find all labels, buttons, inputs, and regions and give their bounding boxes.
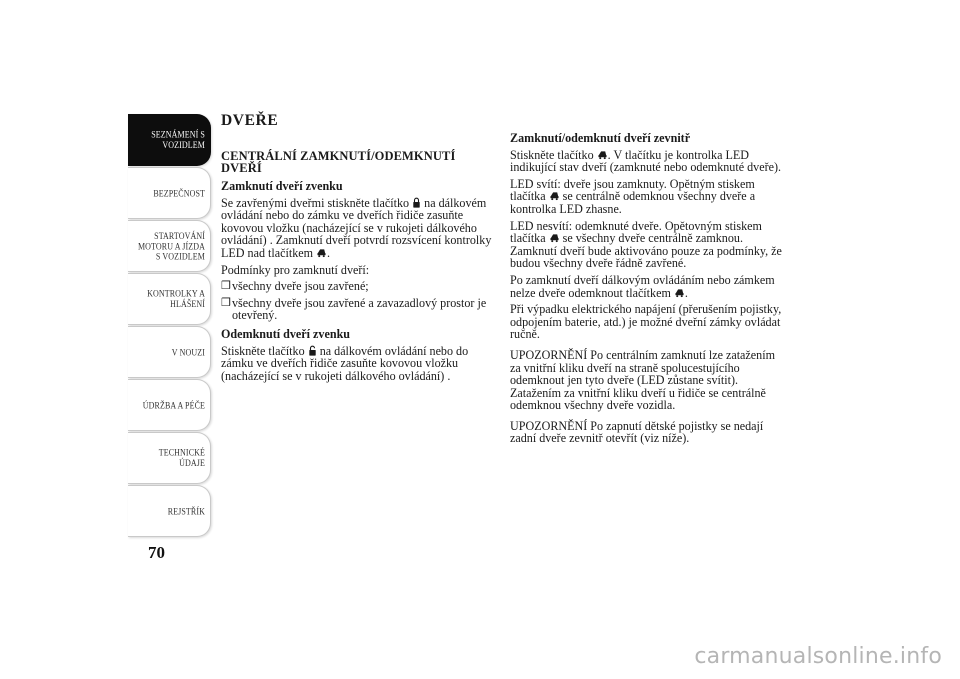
text-run: se centrálně odemknou všechny dveře a kontrolka LED zhasne. (510, 189, 756, 216)
text-run: . V tlačítku je kontrolka LED indikující stav dveří (zamknuté nebo odemknuté dveře). (510, 147, 782, 175)
unlock-outside-heading: Odemknutí dveří zvenku (221, 326, 351, 341)
text-run: se všechny dveře centrálně zamknou. Zamknutí dveří bude aktivováno pouze za podmínky, že budou všechny dveře řádně zavřené. (510, 231, 782, 271)
list-item-text: všechny dveře jsou zavřené a zavazadlový prostor je otevřený. (232, 295, 487, 323)
page-title: DVEŘE (221, 112, 279, 129)
chapter-sidebar (128, 114, 211, 538)
car-key-icon (317, 248, 326, 258)
tab-label: TECHNICKÉ ÚDAJE (158, 447, 205, 469)
tab-label: ÚDRŽBA A PÉČE (142, 399, 205, 411)
car-key-icon (675, 288, 684, 298)
padlock-open-icon (309, 345, 316, 356)
list-item (221, 297, 496, 322)
paragraph: Při výpadku elektrického napájení (přerušením pojistky, odpojením baterie, atd.) je možné dveřní zámky ovládat ručně. (510, 302, 782, 342)
text-run: Stiskněte tlačítko (510, 147, 594, 162)
text-run: Po zamknutí dveří dálkovým ovládáním nebo zámkem nelze dveře odemknout tlačítkem (510, 272, 775, 300)
paragraph (510, 220, 785, 270)
text-run: na dálkovém ovládání nebo do zámku ve dveřích řidiče zasuňte kovovou vložku (nacházející se v rukojeti dálkového ovládání) . Zamknutí dveří potvrdí rozsvícení kontrolky LED nad tlačítkem (221, 195, 492, 260)
list-item-text: všechny dveře jsou zavřené; (232, 279, 369, 294)
car-key-icon (598, 150, 607, 160)
paragraph (510, 274, 785, 299)
warning-note: UPOZORNĚNÍ Po centrálním zamknutí lze zatažením za vnitřní kliku dveří na straně spolucestujícího odemknout jen tyto dveře (LED zůstane svítit). Zatažením za vnitřní kliku dveří u řidiče se centrálně odemknou všechny dveře vozidla. (510, 347, 775, 413)
section-title: CENTRÁLNÍ ZAMKNUTÍ/ODEMKNUTÍ DVEŘÍ (221, 149, 456, 175)
tab-kontrolky-a-hlaseni[interactable] (128, 273, 211, 325)
checkbox-bullet-icon: ❒ (221, 296, 231, 309)
list-item (221, 280, 496, 293)
left-column (221, 112, 496, 386)
watermark: carmanualsonline.info (694, 644, 942, 669)
paragraph (510, 149, 785, 174)
text-run: Stiskněte tlačítko (221, 343, 305, 358)
tab-label: V NOUZI (171, 346, 205, 358)
text-run: Se zavřenými dveřmi stiskněte tlačítko (221, 195, 410, 210)
tab-technicke-udaje[interactable] (128, 432, 211, 484)
tab-rejstrik[interactable] (128, 485, 211, 537)
text-run: LED svítí: dveře jsou zamknuty. Opětným stiskem tlačítka (510, 176, 755, 204)
text-run: LED nesvítí: odemknuté dveře. Opětovným stiskem tlačítka (510, 218, 762, 246)
tab-label: STARTOVÁNÍ MOTORU A JÍZDA S VOZIDLEM (137, 230, 205, 262)
paragraph (510, 178, 785, 216)
tab-label: SEZNÁMENÍ S VOZIDLEM (151, 129, 205, 151)
right-column (510, 132, 785, 449)
padlock-icon (413, 197, 420, 208)
tab-label: KONTROLKY A HLÁŠENÍ (147, 288, 205, 310)
lock-outside-paragraph (221, 197, 496, 260)
conditions-text: Podmínky pro zamknutí dveří: (221, 262, 370, 277)
page-number: 70 (148, 543, 165, 562)
unlock-outside-paragraph (221, 345, 496, 383)
text-run: na dálkovém ovládání nebo do zámku ve dveřích řidiče zasuňte kovovou vložku (nacházející se v rukojeti dálkového ovládání) . (221, 343, 469, 383)
tab-seznameni-s-vozidlem[interactable] (128, 114, 211, 166)
text-run: . (684, 285, 688, 300)
tab-bezpecnost[interactable] (128, 167, 211, 219)
car-key-icon (550, 191, 559, 201)
warning-note: UPOZORNĚNÍ Po zapnutí dětské pojistky se nedají zadní dveře zevnitř otevřít (viz níže). (510, 418, 764, 446)
tab-v-nouzi[interactable] (128, 326, 211, 378)
checkbox-bullet-icon: ❒ (221, 280, 231, 293)
car-key-icon (550, 233, 559, 243)
tab-udrzba-a-pece[interactable] (128, 379, 211, 431)
tab-startovani-motoru[interactable] (128, 220, 211, 272)
lock-outside-heading: Zamknutí dveří zvenku (221, 179, 343, 193)
tab-label: BEZPEČNOST (153, 187, 205, 199)
text-run: . (327, 245, 331, 260)
lock-inside-heading: Zamknutí/odemknutí dveří zevnitř (510, 131, 691, 145)
tab-label: REJSTŘÍK (167, 505, 205, 517)
